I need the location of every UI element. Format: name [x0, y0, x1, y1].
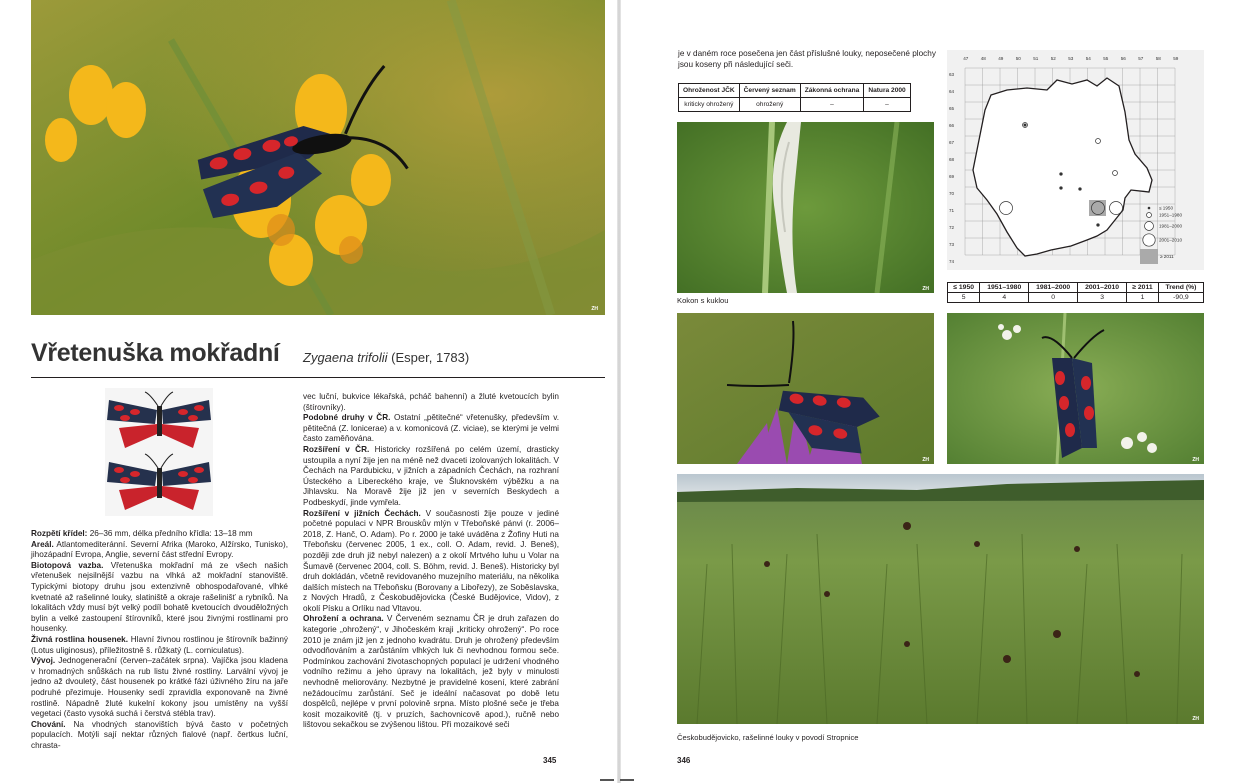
table-header-row — [948, 283, 1204, 293]
map-row-label: 70 — [949, 191, 955, 196]
photo-credit: ZH — [1192, 457, 1199, 463]
spine-mark — [600, 779, 614, 781]
meadow-caption: Českobudějovicko, rašelinné louky v povodí Stropnice — [677, 733, 859, 742]
table-cell: – — [800, 98, 864, 112]
specimen-lower — [107, 454, 211, 510]
legend-label: 1951–1980 — [1159, 212, 1182, 218]
specimen-images — [105, 388, 213, 516]
map-row-label: 71 — [949, 208, 955, 213]
map-row-label: 68 — [949, 157, 955, 162]
table-cell: 4 — [980, 293, 1029, 303]
map-row-label: 65 — [949, 106, 955, 111]
paragraph: Rozšíření v jižních Čechách. V současnosti žije pouze v jediné početné populaci v NPR Brouskův mlýn v Třeboňské pánvi (r. 2006–2018, Z. Hanč, O. Adam). Po r. 2000 je také uváděna z Žofiny Huti na Třeboňsku (červenec 2005, 1 ex., coll. O. Adam, revid. J. Beneš), později zde druh již nebyl nalezen) a z okolí Mrtvého luhu u Volar na Šumavě (červenec 2004, coll. S. Böhm, revid. J. Beneš). Historicky byl druh dokládán, včetně revidovaného muzejního materiálu, na několika dalších místech na Třeboňsku (Borovany a Libořezy), ze Soběslavska, z Nových Hradů, z Českobudějovicka (České Budějovice, Vidov), z okolí Písku a Orlíku nad Vltavou. — [303, 508, 559, 613]
photo-credit: ZH — [591, 306, 598, 312]
paragraph: Chování. Na vhodných stanovištích bývá často v početných populacích. Motýli sají nektar různých fialové (např. čertkus luční, chrasta- — [31, 719, 288, 750]
table-cell: ohrožený — [739, 98, 800, 112]
table-header-row — [679, 84, 911, 98]
legend-label: ≤ 1950 — [1159, 205, 1174, 211]
map-column-label: 50 — [1015, 56, 1021, 61]
paragraph: Biotopová vazba. Vřetenuška mokřadní má ze všech našich vřetenušek nejsilnější vazbu na vlhká až mokřadní stanoviště. Typickými biotopy druhu jsou extenzivně obhospodařované, vlhké kvetnaté až rašelinné louky, slatiniště a okraje rašelinišť a rybníků. Na lokalitách vždy musí být velký podíl bohatě kvetoucích dvouděložných bylin a velké zastoupení štírovníků, které jsou živnými rostlinami pro housenky. — [31, 560, 288, 634]
table-cell: 0 — [1029, 293, 1078, 303]
map-column-label: 54 — [1085, 56, 1091, 61]
paragraph: Areál. Atlantomediteránní. Severní Afrika (Maroko, Alžírsko, Tunisko), jihozápadní Evropa, Anglie, severní část střední Evropy. — [31, 539, 288, 560]
distribution-map — [947, 50, 1204, 270]
table-header: ≤ 1950 — [948, 283, 980, 293]
legend-label: 2001–2010 — [1159, 237, 1182, 243]
spine-mark — [620, 779, 634, 781]
table-row — [948, 293, 1204, 303]
continued-text: je v daném roce posečena jen část příslušné louky, neposečené plochy jsou koseny při následující seči. — [678, 49, 936, 69]
pupa-caption: Kokon s kuklou — [677, 296, 729, 305]
map-row-label: 64 — [949, 89, 955, 94]
table-header: Červený seznam — [739, 84, 800, 98]
table-header: 2001–2010 — [1078, 283, 1127, 293]
paragraph: Rozpětí křídel: 26–36 mm, délka předního křídla: 13–18 mm — [31, 529, 253, 538]
moth-on-thistle-photo — [677, 313, 934, 464]
map-column-label: 52 — [1050, 56, 1056, 61]
map-column-label: 57 — [1138, 56, 1144, 61]
table-cell: kriticky ohrožený — [679, 98, 740, 112]
paragraph: Živná rostlina housenek. Hlavní živnou rostlinou je štírovník bažinný (Lotus uliginosus), příležitostně š. růžkatý (L. corniculatus). — [31, 634, 288, 655]
paragraph: Podobné druhy v ČR. Ostatní „pětitečné“ vřetenušky, především v. pětitečná (Z. lonicerae) a v. komonicová (Z. viciae), se kterými je velmi často zaměňována. — [303, 413, 559, 444]
page-number-right: 346 — [677, 756, 691, 765]
map-column-label: 56 — [1120, 56, 1126, 61]
meadow-landscape-photo — [677, 474, 1204, 724]
book-spine — [617, 0, 621, 783]
map-row-label: 72 — [949, 225, 955, 230]
table-cell: 5 — [948, 293, 980, 303]
pupa-cocoon-photo — [677, 122, 934, 293]
table-header: Ohroženost JČK — [679, 84, 740, 98]
table-header: Zákonná ochrana — [800, 84, 864, 98]
table-cell: 1 — [1127, 293, 1159, 303]
map-column-label: 55 — [1103, 56, 1109, 61]
species-title: Vřetenuška mokřadní — [31, 339, 280, 367]
table-header: 1951–1980 — [980, 283, 1029, 293]
photo-credit: ZH — [1192, 716, 1199, 722]
map-column-label: 59 — [1173, 56, 1179, 61]
moth-on-stem-photo — [947, 313, 1204, 464]
table-cell: 3 — [1078, 293, 1127, 303]
text-column-1 — [31, 529, 288, 751]
map-row-label: 66 — [949, 123, 955, 128]
table-cell: – — [864, 98, 910, 112]
legend-label: 1981–2000 — [1159, 223, 1182, 229]
photo-credit: ZH — [922, 457, 929, 463]
map-column-label: 53 — [1068, 56, 1074, 61]
status-table — [678, 83, 911, 112]
species-author: (Esper, 1783) — [391, 350, 470, 365]
paragraph: Vývoj. Jednogenerační (červen–začátek srpna). Vajíčka jsou kladena v hromadných snůškách na rub listu živné rostliny. Larvální vývoj je jedno až dvouletý, část housenek po krátké fázi úživného žíru na jaře podruhé přezimuje. Housenky sedí zpravidla exponovaně na živné rostlině. Nápadně žluté kukelní kokony jsou umístěny na vyšší vegetaci (často vysoká suchá i čerstvá stébla trav). — [31, 656, 288, 719]
map-column-label: 49 — [998, 56, 1004, 61]
map-column-label: 47 — [963, 56, 969, 61]
table-row — [679, 98, 911, 112]
species-title-row — [31, 337, 605, 378]
page-number-left: 345 — [543, 756, 557, 765]
table-header: 1981–2000 — [1029, 283, 1078, 293]
map-row-label: 63 — [949, 72, 955, 77]
table-cell: -90,9 — [1158, 293, 1203, 303]
latin-binomial: Zygaena trifolii — [303, 350, 388, 365]
table-header: Trend (%) — [1158, 283, 1203, 293]
map-column-label: 51 — [1033, 56, 1039, 61]
paragraph: vec luční, bukvice lékařská, pcháč bahenní) a žluté kvetoucích bylin (štírovníky). — [303, 392, 559, 412]
map-row-label: 74 — [949, 259, 955, 264]
map-row-label: 67 — [949, 140, 955, 145]
table-header: Natura 2000 — [864, 84, 910, 98]
paragraph: Ohrožení a ochrana. V Červeném seznamu ČR je druh zařazen do kategorie „ohrožený“, v Jihočeském kraji „kriticky ohrožený“. Po roce 2010 je znám již jen z jednoho kvadrátu. Druh je ohrožený především odvodňováním a zarůstáním vlhkých luk či nevhodnou formou seče. Podmínkou zachování životaschopných populací je udržení vhodného vodního režimu a jeho úpravy na lokalitách, jež byly v minulosti nevhodně meliorovány. Nezbytné je pravidelné kosení, které zabrání nežádoucímu zarůstání. Seč je ideální načasovat po době letu dospělců, nejlépe v první polovině srpna. Místo plošné seče je třeba kosit mozaikovitě (tj. v pruzích, šachovnicově apod.), ručně nebo lištovou sekačkou se zvýšenou lištou. Při mozaikové seči — [303, 614, 559, 730]
legend-label: ≥ 2011 — [1160, 254, 1174, 259]
map-column-label: 58 — [1155, 56, 1161, 61]
specimen-upper — [107, 392, 211, 448]
species-latin-name — [303, 350, 469, 365]
text-column-2 — [303, 392, 559, 731]
table-header: ≥ 2011 — [1127, 283, 1159, 293]
moth-on-flower-photo — [31, 0, 605, 315]
left-page — [0, 0, 617, 783]
map-row-label: 73 — [949, 242, 955, 247]
trend-table — [947, 282, 1204, 303]
map-column-label: 48 — [980, 56, 986, 61]
photo-credit: ZH — [922, 286, 929, 292]
paragraph: Rozšíření v ČR. Historicky rozšířená po celém území, drasticky ustoupila a nyní žije jen na méně než dvaceti izolovaných lokalitách. V Čechách na Pardubicku, v jižních a západních Čechách, na rozhraní Ústeckého a Libereckého kraje, ve Šluknovském výběžku a na Jihlavsku. Na Moravě žije již jen v severních Beskydech a Podbeskydí, jinde vymřela. — [303, 444, 560, 507]
map-row-label: 69 — [949, 174, 955, 179]
